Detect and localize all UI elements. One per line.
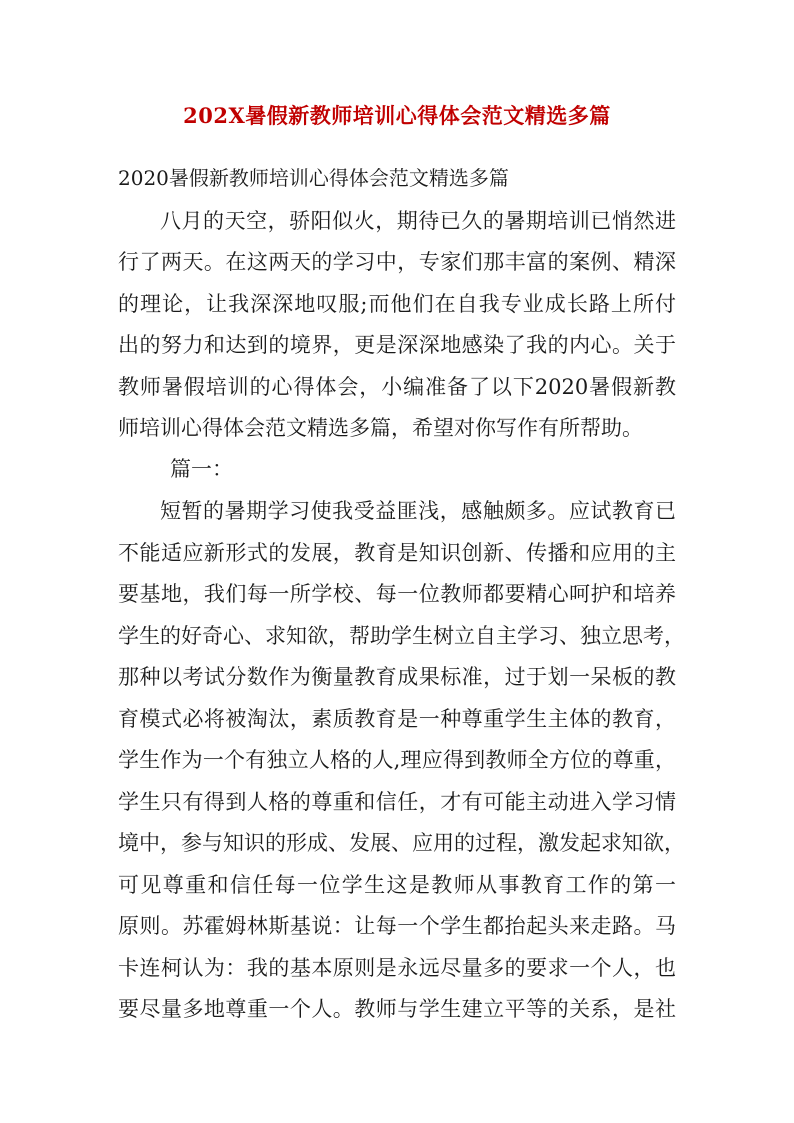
section-line: 境中，参与知识的形成、发展、应用的过程，激发起求知欲，: [118, 831, 685, 855]
section-line: 学生只有得到人格的尊重和信任，才有可能主动进入学习情: [118, 790, 676, 814]
section-line: 学生作为一个有独立人格的人,理应得到教师全方位的尊重，: [118, 748, 676, 772]
section-line: 那种以考试分数作为衡量教育成果标准，过于划一呆板的教: [118, 665, 676, 689]
section-line: 短暂的暑期学习使我受益匪浅，感触颇多。应试教育已: [160, 499, 676, 523]
section-heading: 篇一：: [170, 457, 233, 481]
section-line: 要尽量多地尊重一个人。教师与学生建立平等的关系，是社: [118, 997, 676, 1021]
section-line: 不能适应新形式的发展，教育是知识创新、传播和应用的主: [118, 541, 676, 565]
document-title: 202X暑假新教师培训心得体会范文精选多篇: [183, 103, 611, 128]
intro-line: 八月的天空，骄阳似火，期待已久的暑期培训已悄然进: [160, 209, 676, 233]
document-subtitle: 2020暑假新教师培训心得体会范文精选多篇: [118, 166, 509, 190]
section-line: 学生的好奇心、求知欲，帮助学生树立自主学习、独立思考，: [118, 624, 685, 648]
intro-line: 行了两天。在这两天的学习中，专家们那丰富的案例、精深: [118, 250, 676, 274]
intro-line: 的理论，让我深深地叹服;而他们在自我专业成长路上所付: [118, 292, 676, 316]
section-line: 原则。苏霍姆林斯基说：让每一个学生都抬起头来走路。马: [118, 914, 676, 938]
intro-line: 教师暑假培训的心得体会，小编准备了以下2020暑假新教: [118, 375, 676, 399]
intro-line: 师培训心得体会范文精选多篇，希望对你写作有所帮助。: [118, 416, 643, 440]
section-line: 要基地，我们每一所学校、每一位教师都要精心呵护和培养: [118, 582, 676, 606]
section-line: 可见尊重和信任每一位学生这是教师从事教育工作的第一: [118, 873, 676, 897]
section-line: 卡连柯认为：我的基本原则是永远尽量多的要求一个人，也: [118, 956, 676, 980]
section-line: 育模式必将被淘汰，素质教育是一种尊重学生主体的教育，: [118, 707, 676, 731]
intro-line: 出的努力和达到的境界，更是深深地感染了我的内心。关于: [118, 333, 676, 357]
